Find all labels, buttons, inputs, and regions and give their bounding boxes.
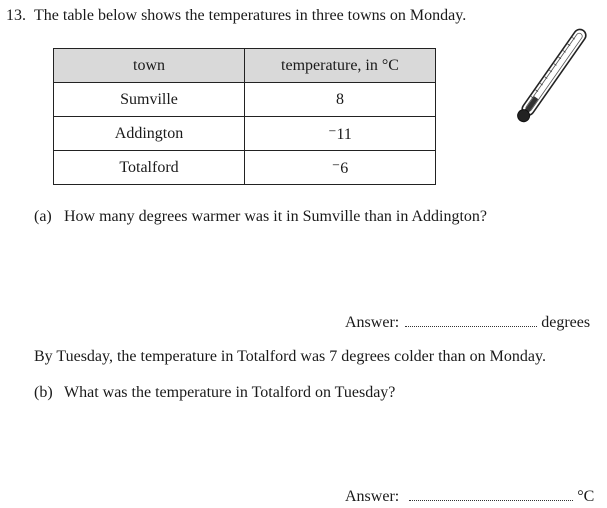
table-row: [54, 151, 436, 185]
question-text: The table below shows the temperatures in three towns on Monday.: [34, 7, 467, 24]
temperature-cell: ⁻6: [245, 151, 436, 185]
table-row: [54, 117, 436, 151]
part-b-text: What was the temperature in Totalford on Tuesday?: [64, 384, 396, 401]
town-cell: Totalford: [54, 151, 245, 185]
part-a-answer-field[interactable]: [405, 312, 537, 327]
question-header: [6, 6, 466, 26]
temperature-cell: ⁻11: [245, 117, 436, 151]
column-header-town: town: [54, 49, 245, 83]
question-number: 13.: [6, 7, 26, 24]
part-a-question: [34, 207, 487, 227]
town-cell: Addington: [54, 117, 245, 151]
part-a-label: (a): [34, 208, 52, 225]
part-b-answer-field[interactable]: [409, 486, 573, 501]
town-cell: Sumville: [54, 83, 245, 117]
part-a-answer-line: [345, 312, 590, 333]
part-b-answer-line: [345, 486, 594, 507]
column-header-temperature: temperature, in °C: [245, 49, 436, 83]
part-b-question: [34, 383, 395, 403]
part-a-text: How many degrees warmer was it in Sumville than in Addington?: [64, 208, 488, 225]
table-row: [54, 83, 436, 117]
part-a-answer-label: Answer:: [345, 314, 400, 331]
table-header-row: [54, 49, 436, 83]
part-b-stem: By Tuesday, the temperature in Totalford was 7 degrees colder than on Monday.: [34, 348, 546, 365]
part-b-answer-label: Answer:: [345, 488, 400, 505]
part-b-answer-unit: °C: [577, 488, 595, 505]
part-b-label: (b): [34, 384, 53, 401]
temperature-cell: 8: [245, 83, 436, 117]
temperature-table: [53, 48, 436, 185]
part-a-answer-unit: degrees: [541, 314, 591, 331]
thermometer-icon: [510, 18, 590, 138]
